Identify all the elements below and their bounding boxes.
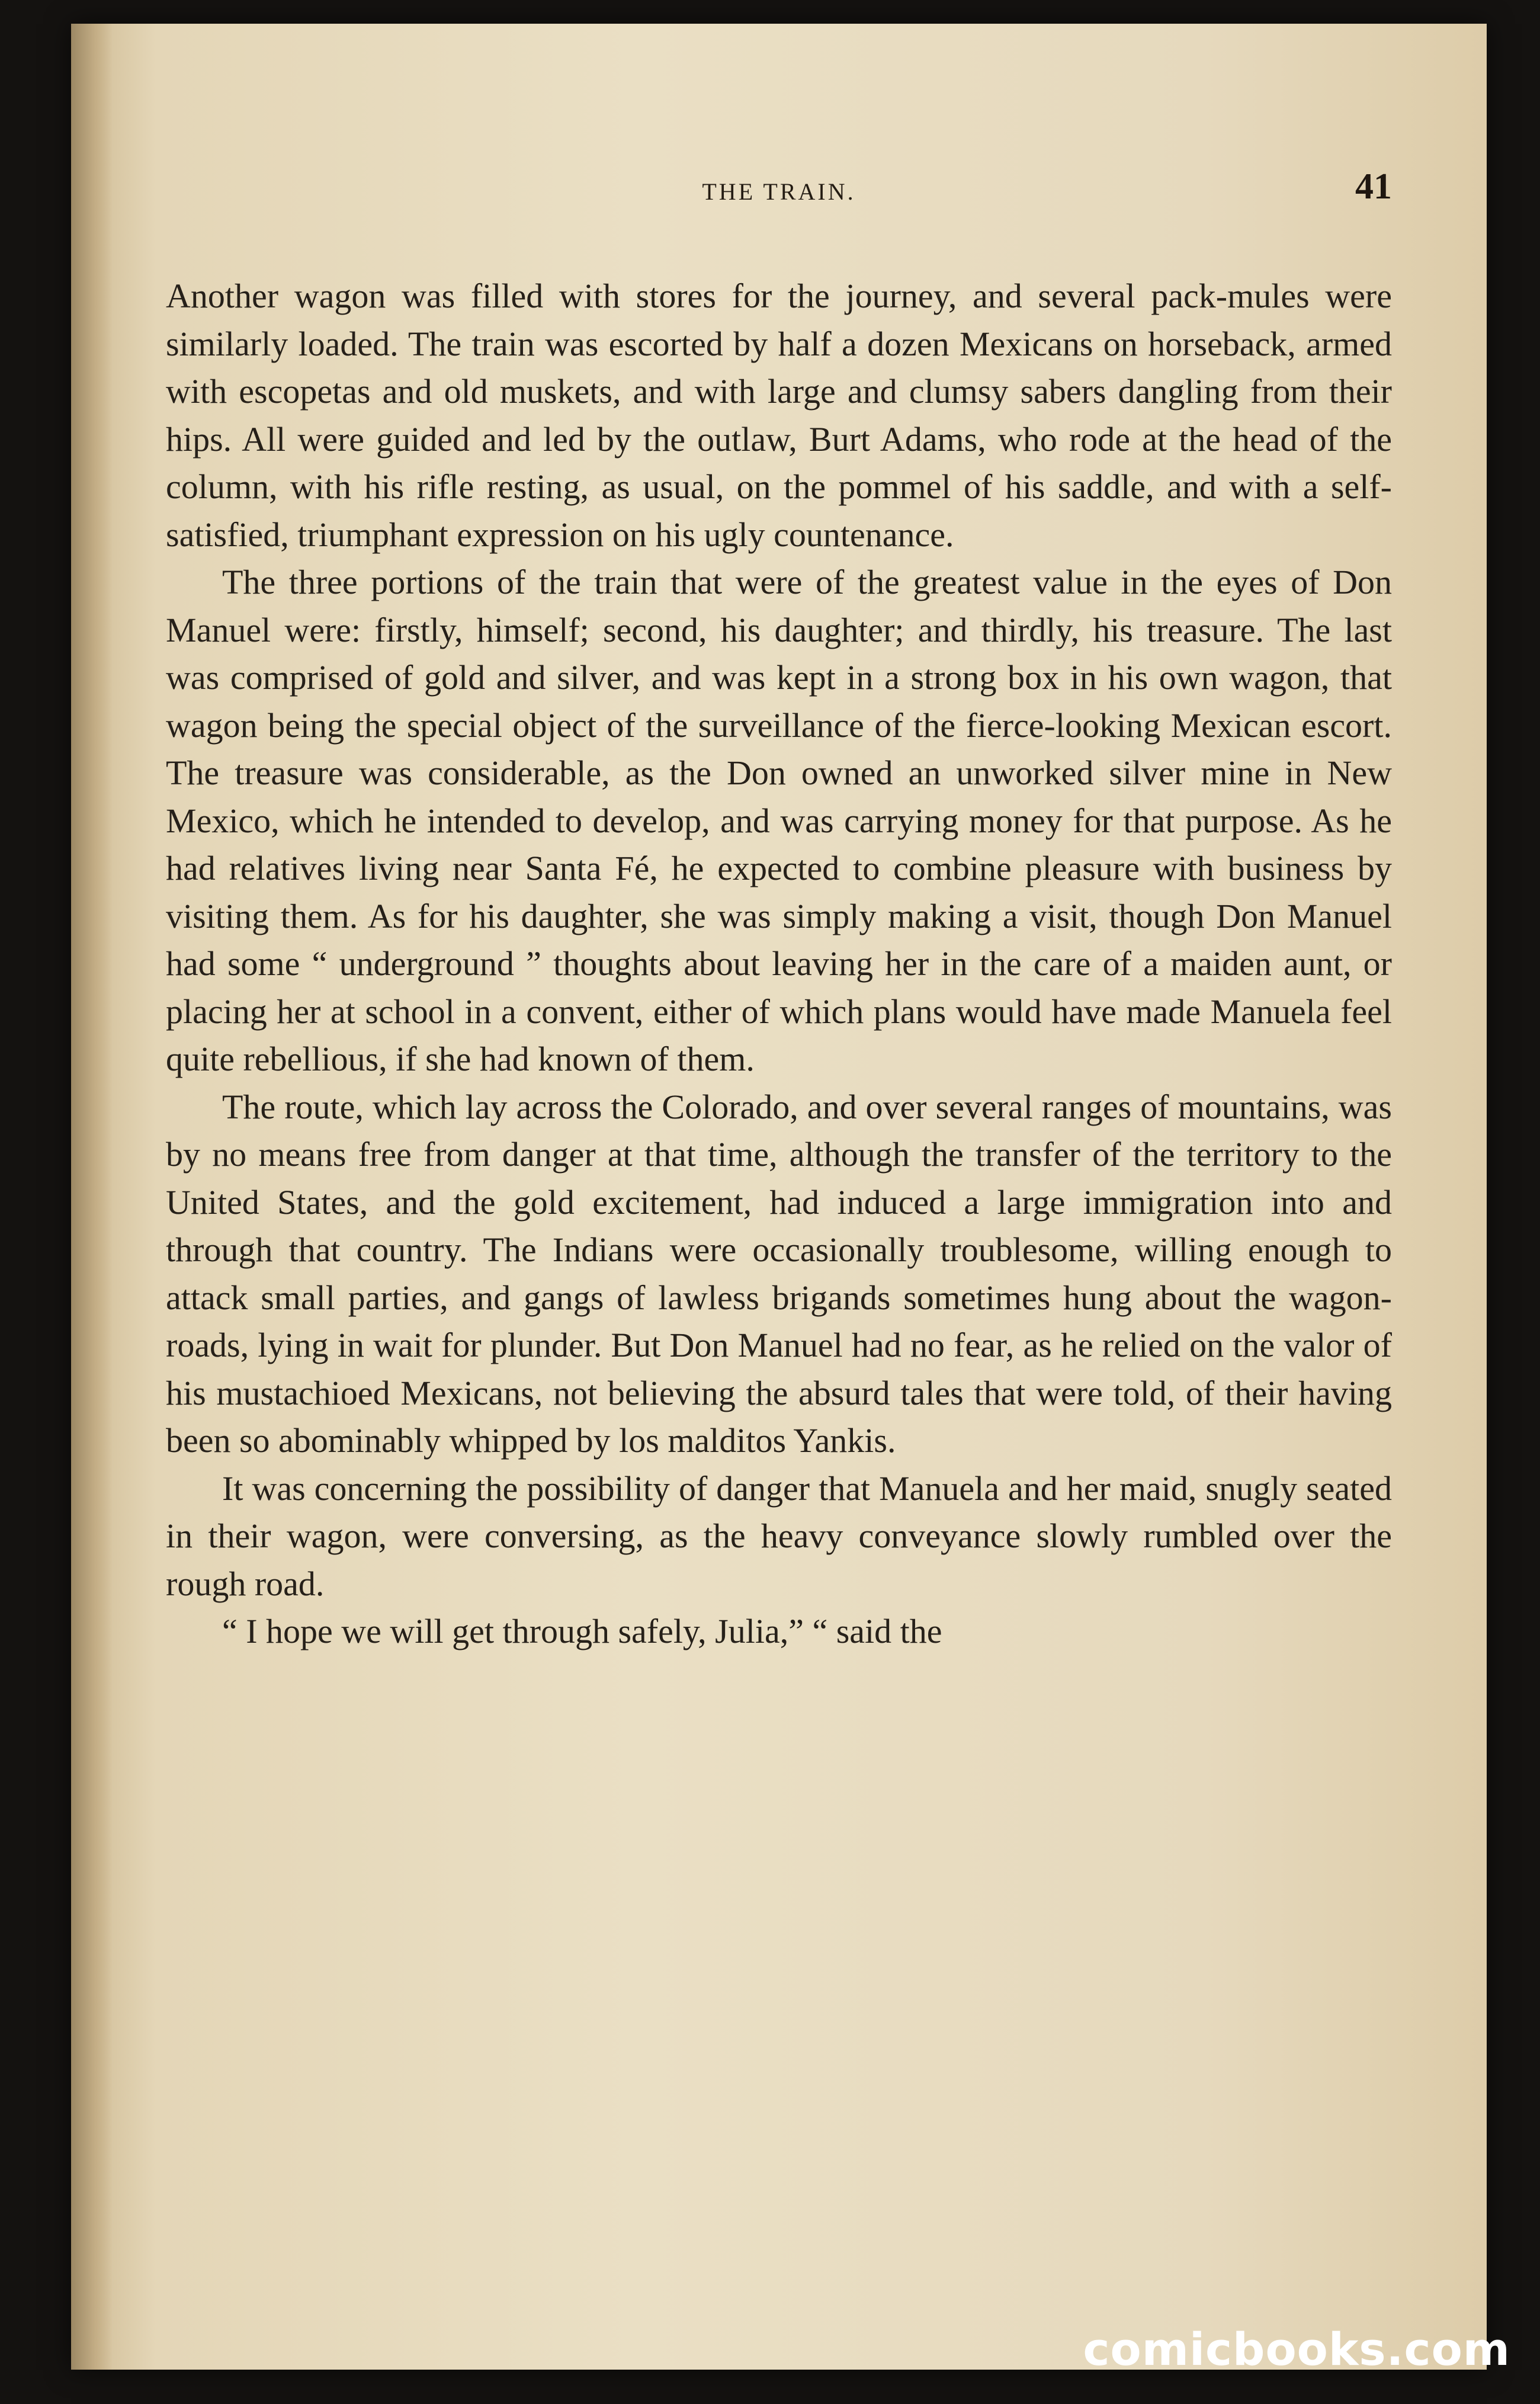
page-gutter [71,24,113,2370]
page-number: 41 [1355,166,1392,207]
paragraph: It was concerning the possibility of danger that Manuela and her maid, snugly seated in their wagon, were conversing, as the heavy conveyance slowly rumbled over the rough road. [166,1469,1392,1603]
page-header [166,166,1392,219]
paragraph: “ I hope we will get through safely, Julia,” “ said the [222,1612,942,1650]
running-head: THE TRAIN. [702,178,856,205]
watermark: comicbooks.com [1083,2323,1510,2376]
paragraph: Another wagon was filled with stores for the journey, and several pack-mules were similarly loaded. The train was escorted by half a dozen Mexicans on horseback, armed with escopetas and old muskets, and with large and clumsy sabers dangling from their hips. All were guided and led by the outlaw, Burt Adams, who rode at the head of the column, with his rifle resting, as usual, on the pommel of his saddle, and with a self-satisfied, triumphant expression on his ugly countenance. [166,277,1392,554]
paragraph: The route, which lay across the Colorado, and over several ranges of mountains, was by no means free from danger at that time, although the transfer of the territory to the United States, and the gold excitement, had induced a large immigration into and through that country. The Indians were occasionally troublesome, willing enough to attack small parties, and gangs of lawless brigands sometimes hung about the wagon-roads, lying in wait for plunder. But Don Manuel had no fear, as he relied on the valor of his mustachioed Mexicans, not believing the absurd tales that were told, of their having been so abominably whipped by los malditos Yankis. [166,1087,1392,1460]
book-page [71,24,1487,2370]
paragraph: The three portions of the train that were of the greatest value in the eyes of Don Manuel were: firstly, himself; second, his daughter; and thirdly, his treasure. The last was comprised of gold and silver, and was kept in a strong box in his own wagon, that wagon being the special object of the surveillance of the fierce-looking Mexican escort. The treasure was considerable, as the Don owned an unworked silver mine in New Mexico, which he intended to develop, and was carrying money for that purpose. As he had relatives living near Santa Fé, he expected to combine pleasure with business by visiting them. As for his daughter, she was simply making a visit, though Don Manuel had some “ underground ” thoughts about leaving her in the care of a maiden aunt, or placing her at school in a convent, either of which plans would have made Manuela feel quite rebellious, if she had known of them. [166,563,1392,1078]
body-text [166,273,1392,1656]
